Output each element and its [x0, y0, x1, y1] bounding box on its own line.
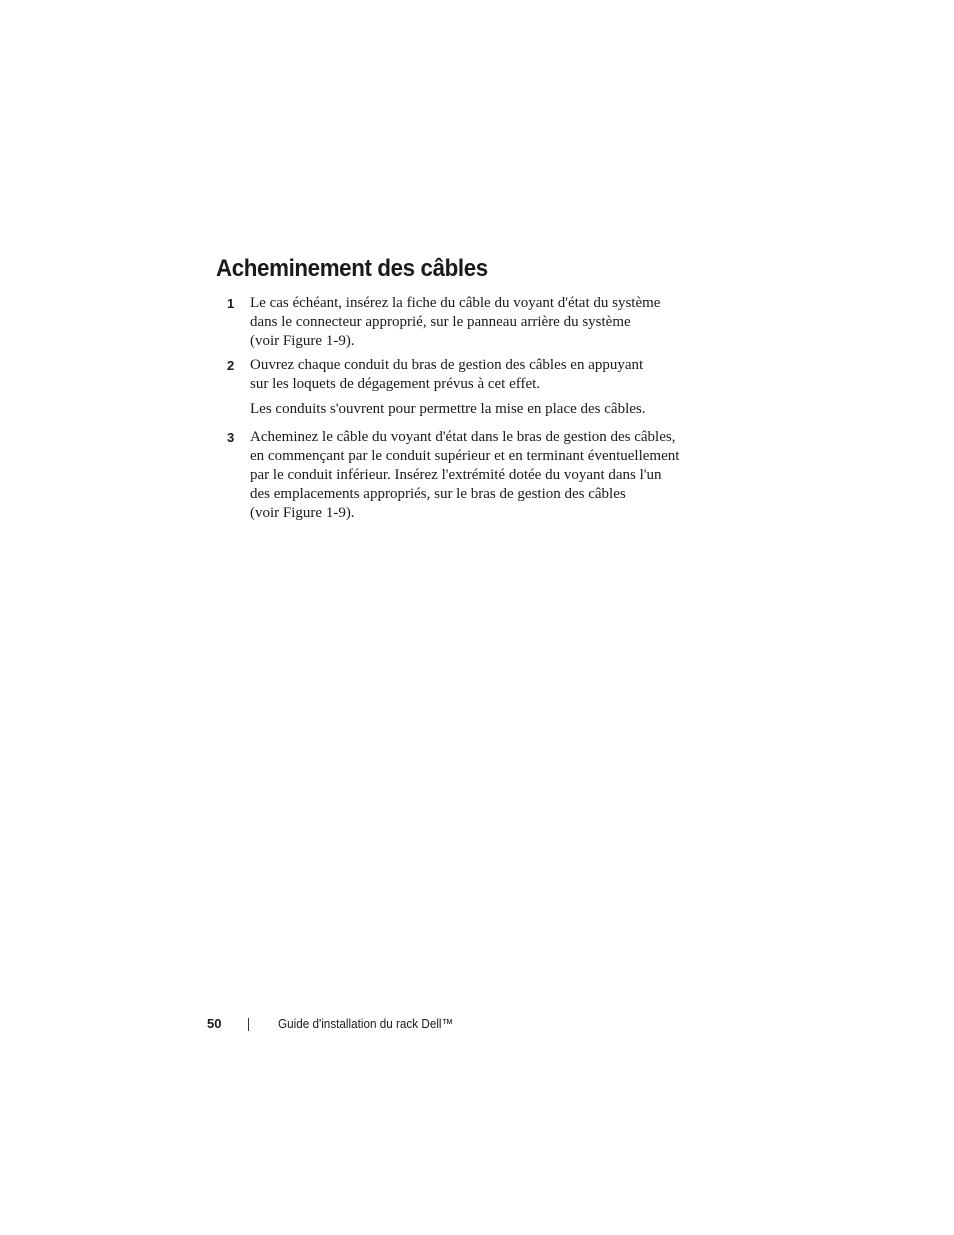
step-number-1: 1: [227, 296, 235, 311]
step-3-line: Acheminez le câble du voyant d'état dans le bras de gestion des câbles,: [250, 429, 676, 445]
step-3-line: par le conduit inférieur. Insérez l'extrémité dotée du voyant dans l'un: [250, 467, 662, 483]
step-number-2: 2: [227, 358, 235, 373]
step-number-3: 3: [227, 430, 235, 445]
step-1-line: dans le connecteur approprié, sur le panneau arrière du système: [250, 314, 631, 330]
step-3-line: en commençant par le conduit supérieur et en terminant éventuellement: [250, 448, 680, 464]
step-2-line: Ouvrez chaque conduit du bras de gestion des câbles en appuyant: [250, 357, 644, 373]
section-title: Acheminement des câbles: [216, 255, 488, 282]
document-title: Guide d'installation du rack Dell™: [278, 1016, 454, 1031]
step-2-note: Les conduits s'ouvrent pour permettre la mise en place des câbles.: [250, 401, 646, 417]
step-2-line: sur les loquets de dégagement prévus à cet effet.: [250, 376, 541, 392]
step-3-line: (voir Figure 1-9).: [250, 505, 355, 521]
page-number: 50: [207, 1016, 222, 1031]
step-1-line: Le cas échéant, insérez la fiche du câble du voyant d'état du système: [250, 295, 661, 311]
step-1-text: [250, 294, 660, 351]
step-3-line: des emplacements appropriés, sur le bras de gestion des câbles: [250, 486, 626, 502]
step-3-text: [250, 428, 679, 523]
footer-separator: [248, 1018, 249, 1031]
step-2-text: [250, 356, 643, 394]
step-1-line: (voir Figure 1-9).: [250, 333, 355, 349]
